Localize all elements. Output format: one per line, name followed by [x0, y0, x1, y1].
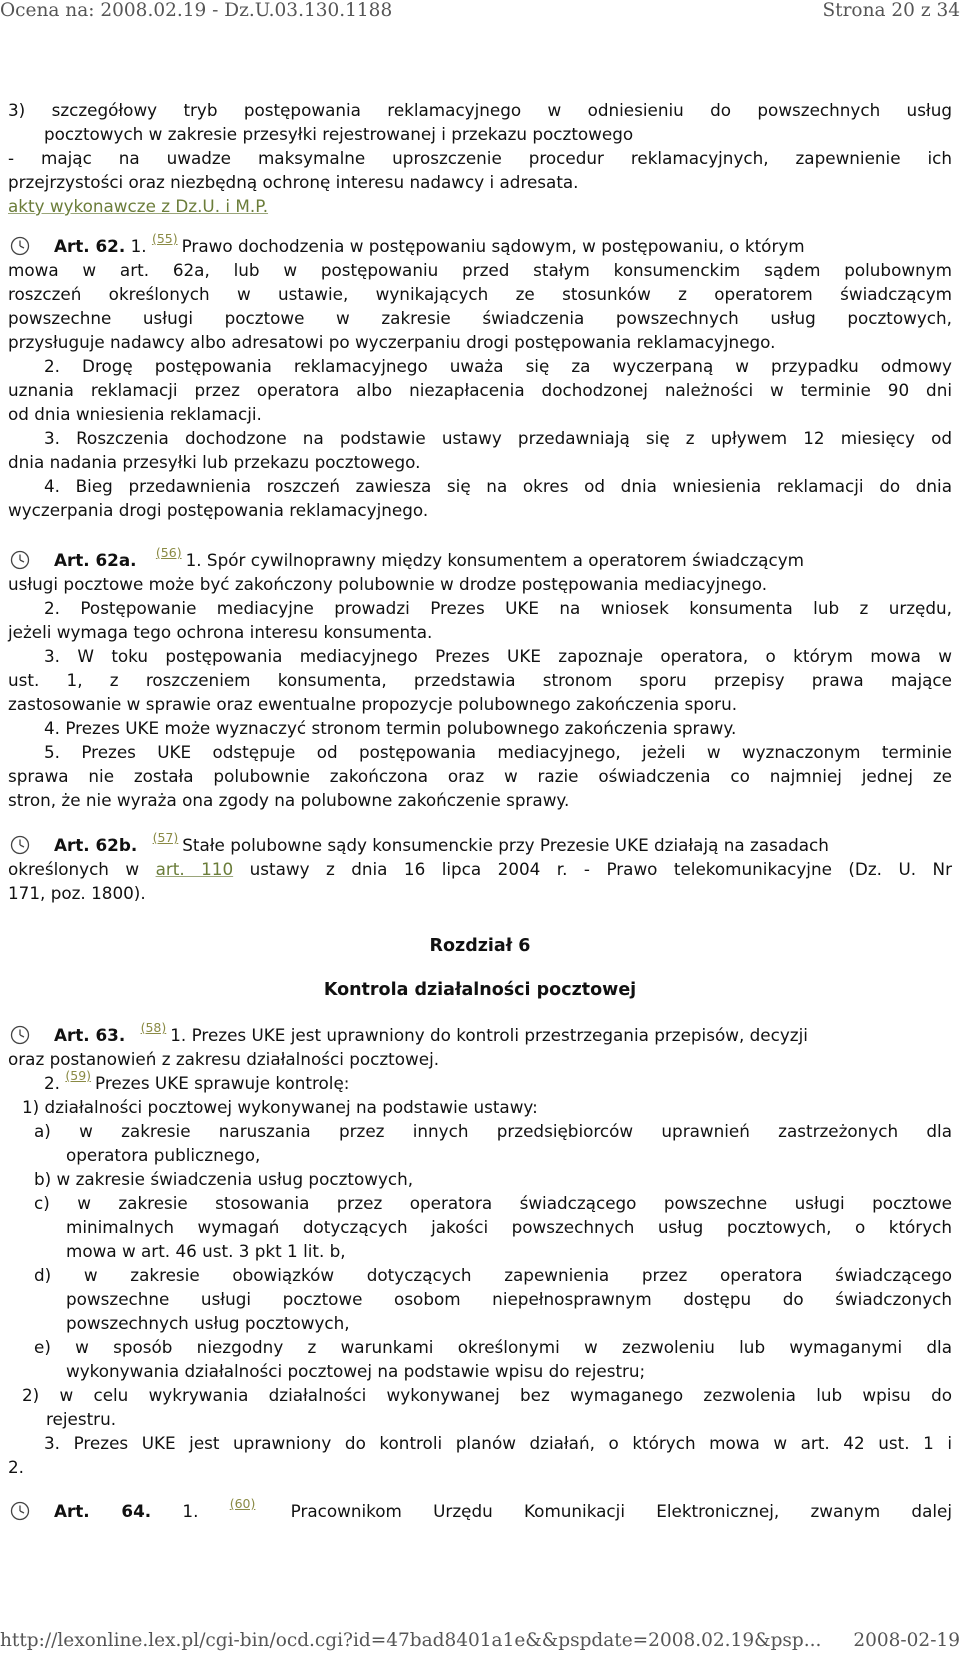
article-line: mowa w art. 62a, lub w postępowaniu przed stałym konsumenckim sądem polubownym — [8, 260, 952, 280]
article-line: 3. Roszczenia dochodzone na podstawie ustawy przedawniają się z upływem 12 miesięcy od — [44, 428, 952, 448]
article-line: przysługuje nadawcy albo adresatowi po wyczerpaniu drogi postępowania reklamacyjnego. — [8, 332, 776, 352]
clock-icon[interactable] — [8, 1025, 32, 1045]
clock-icon[interactable] — [8, 1501, 32, 1521]
intro-line: - mając na uwadze maksymalne uproszczenie procedur reklamacyjnych, zapewnienie ich — [8, 148, 952, 168]
page-footer — [0, 1630, 960, 1654]
article-line: wyczerpania drogi postępowania reklamacyjnego. — [8, 500, 429, 520]
article-64-heading — [8, 1496, 953, 1523]
paragraph-number: 2. — [44, 1073, 61, 1093]
list-item: d) w zakresie obowiązków dotyczących zapewnienia przez operatora świadczącego — [34, 1265, 952, 1285]
list-item: 1) działalności pocztowej wykonywanej na podstawie ustawy: — [22, 1097, 538, 1117]
list-item: minimalnych wymagań dotyczących jakości powszechnych usług pocztowych, o których — [66, 1217, 952, 1237]
article-title: Art. 62a. — [54, 550, 137, 570]
article-line: stron, że nie wyraża ona zgody na polubowne zakończenie sprawy. — [8, 790, 570, 810]
article-62a-heading — [8, 545, 952, 572]
list-item: powszechnych usług pocztowych, — [66, 1313, 350, 1333]
list-item: e) w sposób niezgodny z warunkami określonymi w zezwoleniu lub wymaganymi dla — [34, 1337, 952, 1357]
list-item: wykonywania działalności pocztowej na podstawie wpisu do rejestru; — [66, 1361, 646, 1381]
list-item: a) w zakresie naruszania przez innych przedsiębiorców uprawnień zastrzeżonych dla — [34, 1121, 952, 1141]
article-text: Pracownikom Urzędu Komunikacji Elektronicznej, zwanym dalej — [290, 1501, 953, 1521]
footnote-link[interactable]: (60) — [229, 1496, 256, 1511]
page-number: Strona 20 z 34 — [822, 0, 960, 21]
clock-icon[interactable] — [8, 236, 32, 256]
article-line: 3. Prezes UKE jest uprawniony do kontroli planów działań, o których mowa w art. 42 ust. 1 i — [44, 1433, 952, 1453]
article-line: sprawa nie została polubownie zakończona oraz w razie oświadczenia co najmniej jednej ze — [8, 766, 952, 786]
intro-line: przejrzystości oraz niezbędną ochronę interesu nadawcy i adresata. — [8, 172, 579, 192]
article-number: 1. — [130, 236, 147, 256]
article-line: uznania reklamacji przez operatora albo niezapłacenia dochodzonej należności w terminie 90 dni — [8, 380, 952, 400]
article-line: zastosowanie w sprawie oraz ewentualne propozycje polubownego zakończenia sporu. — [8, 694, 738, 714]
document-body — [8, 98, 952, 1523]
article-text: Stałe polubowne sądy konsumenckie przy Prezesie UKE działają na zasadach — [182, 835, 829, 855]
page-header — [0, 0, 960, 26]
article-text: określonych w — [8, 859, 140, 879]
list-item: b) w zakresie świadczenia usług pocztowych, — [34, 1169, 414, 1189]
article-text: Prezes UKE sprawuje kontrolę: — [95, 1073, 350, 1093]
article-line: 5. Prezes UKE odstępuje od postępowania mediacyjnego, jeżeli w wyznaczonym terminie — [44, 742, 952, 762]
article-line: 3. W toku postępowania mediacyjnego Prezes UKE zapoznaje operatora, o którym mowa w — [44, 646, 952, 666]
article-line — [8, 1068, 952, 1095]
list-item: 2) w celu wykrywania działalności wykonywanej bez wymaganego zezwolenia lub wpisu do — [22, 1385, 952, 1405]
article-line: 2. Drogę postępowania reklamacyjnego uważa się za wyczerpaną w przypadku odmowy — [44, 356, 952, 376]
intro-line: pocztowych w zakresie przesyłki rejestrowanej i przekazu pocztowego — [44, 124, 634, 144]
article-text: 1. Spór cywilnoprawny między konsumentem a operatorem świadczącym — [185, 550, 804, 570]
footnote-link[interactable]: (56) — [155, 545, 182, 560]
list-item: mowa w art. 46 ust. 3 pkt 1 lit. b, — [66, 1241, 346, 1261]
article-title: Art. 62. — [54, 236, 126, 256]
article-title: Art. 62b. — [54, 835, 138, 855]
article-number: 1. — [182, 1501, 199, 1521]
article-line: jeżeli wymaga tego ochrona interesu konsumenta. — [8, 622, 433, 642]
article-line: usługi pocztowe może być zakończony polubownie w drodze postępowania mediacyjnego. — [8, 574, 768, 594]
list-item: powszechne usługi pocztowe osobom niepełnosprawnym dostępu do świadczonych — [66, 1289, 952, 1309]
list-item: rejestru. — [46, 1409, 117, 1429]
article-line: ust. 1, z roszczeniem konsumenta, przedstawia stronom sporu przepisy prawa mające — [8, 670, 952, 690]
article-line: 2. Postępowanie mediacyjne prowadzi Prezes UKE na wniosek konsumenta lub z urzędu, — [44, 598, 952, 618]
article-line: od dnia wniesienia reklamacji. — [8, 404, 262, 424]
article-line: oraz postanowień z zakresu działalności pocztowej. — [8, 1049, 440, 1069]
art-110-link[interactable]: art. 110 — [155, 859, 234, 879]
article-line: 4. Bieg przedawnienia roszczeń zawiesza się na okres od dnia wniesienia reklamacji do dnia — [44, 476, 952, 496]
list-item: c) w zakresie stosowania przez operatora świadczącego powszechne usługi pocztowe — [34, 1193, 952, 1213]
chapter-title: Rozdział 6 — [429, 936, 531, 956]
clock-icon[interactable] — [8, 550, 32, 570]
article-line: dnia nadania przesyłki lub przekazu pocztowego. — [8, 452, 421, 472]
article-line: 4. Prezes UKE może wyznaczyć stronom termin polubownego zakończenia sprawy. — [44, 718, 737, 738]
print-date: 2008-02-19 — [853, 1630, 960, 1651]
header-left: Ocena na: 2008.02.19 - Dz.U.03.130.1188 — [0, 0, 393, 21]
article-63-heading — [8, 1020, 952, 1047]
intro-line: 3) szczegółowy tryb postępowania reklamacyjnego w odniesieniu do powszechnych usług — [8, 100, 952, 120]
article-text: ustawy z dnia 16 lipca 2004 r. - Prawo telekomunikacyjne (Dz. U. Nr — [249, 859, 952, 879]
article-title: Art. 64. — [54, 1501, 152, 1521]
chapter-subtitle: Kontrola działalności pocztowej — [323, 980, 637, 1000]
article-text: Prawo dochodzenia w postępowaniu sądowym, w postępowaniu, o którym — [181, 236, 805, 256]
article-line: 2. — [8, 1457, 25, 1477]
footnote-link[interactable]: (58) — [140, 1020, 167, 1035]
article-line — [8, 857, 952, 881]
clock-icon[interactable] — [8, 835, 32, 855]
article-62-heading — [8, 231, 952, 258]
footnote-link[interactable]: (55) — [151, 231, 178, 246]
source-url: http://lexonline.lex.pl/cgi-bin/ocd.cgi?id=47bad8401a1e&&pspdate=2008.02.19&psp... — [0, 1630, 822, 1651]
article-title: Art. 63. — [54, 1025, 126, 1045]
article-62b-heading — [8, 830, 952, 857]
executive-acts-link[interactable]: akty wykonawcze z Dz.U. i M.P. — [8, 196, 269, 216]
article-text: 1. Prezes UKE jest uprawniony do kontroli przestrzegania przepisów, decyzji — [170, 1025, 808, 1045]
footnote-link[interactable]: (57) — [152, 830, 179, 845]
article-line: roszczeń określonych w ustawie, wynikających ze stosunków z operatorem świadczącym — [8, 284, 952, 304]
list-item: operatora publicznego, — [66, 1145, 261, 1165]
footnote-link[interactable]: (59) — [65, 1068, 92, 1083]
article-line: 171, poz. 1800). — [8, 883, 146, 903]
article-line: powszechne usługi pocztowe w zakresie świadczenia powszechnych usług pocztowych, — [8, 308, 952, 328]
